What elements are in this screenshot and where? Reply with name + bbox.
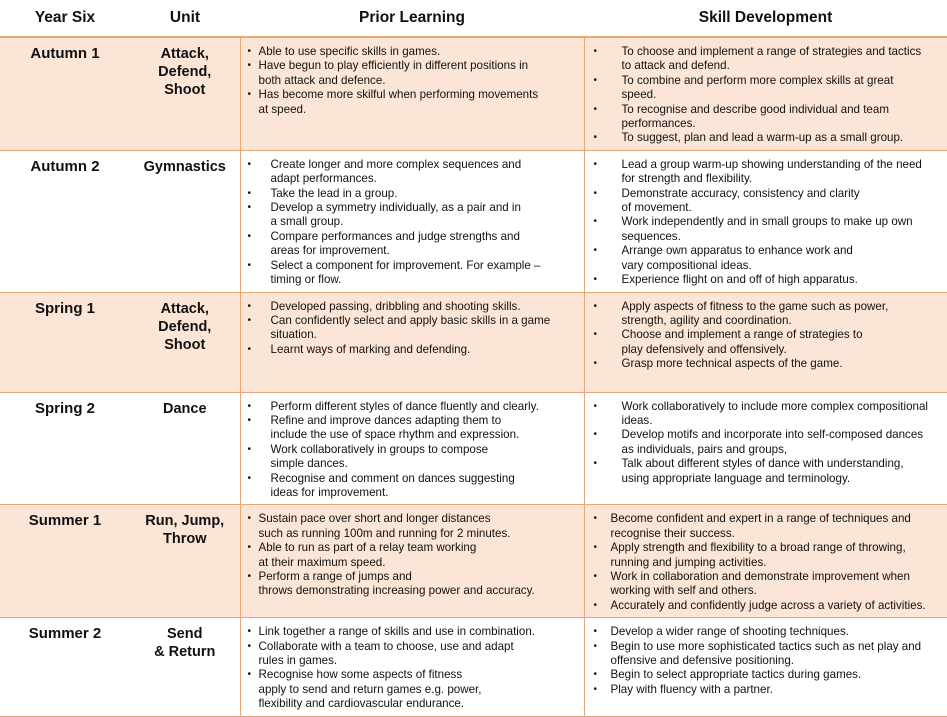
prior-list [241, 393, 584, 505]
skill-development-item: • Lead a group warm-up showing understanding of the need for strength and flexibility. [585, 158, 943, 187]
prior-list [241, 293, 584, 362]
skill-development-item: • Develop motifs and incorporate into self-composed dances as individuals, pairs and groups, [585, 428, 943, 457]
unit-cell [130, 37, 240, 150]
term-cell: Spring 1 [34, 299, 95, 317]
skill-development-item: • Develop a wider range of shooting techniques. [585, 625, 943, 639]
unit-label: Send & Return [154, 626, 216, 661]
unit-cell [130, 505, 240, 618]
prior-learning-item: • Take the lead in a group. [241, 187, 580, 201]
prior-learning-item: • Perform a range of jumps and throws demonstrating increasing power and accuracy. [241, 570, 580, 599]
prior-learning-item: • Has become more skilful when performing movements at speed. [241, 88, 580, 117]
unit-label: Gymnastics [143, 158, 226, 175]
prior-learning-item: • Develop a symmetry individually, as a pair and in a small group. [241, 201, 580, 230]
prior-list [241, 38, 584, 121]
header-row [0, 0, 947, 37]
row-summer-1 [0, 505, 947, 618]
skill-development-item: • Grasp more technical aspects of the game. [585, 357, 943, 371]
row-autumn-2 [0, 150, 947, 292]
row-autumn-1 [0, 37, 947, 150]
prior-learning-cell [240, 505, 584, 618]
unit-label: Dance [162, 400, 207, 417]
prior-learning-item: • Collaborate with a team to choose, use and adapt rules in games. [241, 640, 580, 669]
unit-cell [130, 618, 240, 716]
unit-cell [130, 150, 240, 292]
skill-list [585, 38, 947, 150]
skill-development-item: • Demonstrate accuracy, consistency and clarity of movement. [585, 187, 943, 216]
prior-learning-cell [240, 150, 584, 292]
prior-learning-item: • Can confidently select and apply basic skills in a game situation. [241, 314, 580, 343]
skill-development-item: • Choose and implement a range of strategies to play defensively and offensively. [585, 328, 943, 357]
prior-learning-cell [240, 37, 584, 150]
skill-development-item: • Talk about different styles of dance with understanding, using appropriate language and terminology. [585, 457, 943, 486]
term-cell: Summer 2 [28, 625, 102, 643]
prior-learning-cell [240, 292, 584, 392]
unit-cell [130, 292, 240, 392]
skill-development-cell [584, 37, 947, 150]
prior-learning-item: • Recognise and comment on dances suggesting ideas for improvement. [241, 472, 580, 501]
skill-development-item: • Accurately and confidently judge across a variety of activities. [585, 599, 943, 613]
prior-learning-item: • Learnt ways of marking and defending. [241, 343, 580, 357]
prior-learning-item: • Create longer and more complex sequences and adapt performances. [241, 158, 580, 187]
skill-development-item: • Work in collaboration and demonstrate improvement when working with self and others. [585, 570, 943, 599]
skill-development-item: • Work independently and in small groups to make up own sequences. [585, 215, 943, 244]
row-summer-2 [0, 618, 947, 716]
unit-label: Run, Jump, Throw [145, 513, 225, 548]
skill-development-cell [584, 292, 947, 392]
prior-learning-item: • Perform different styles of dance fluently and clearly. [241, 400, 580, 414]
skill-list [585, 393, 947, 490]
skill-development-item: • Apply strength and flexibility to a broad range of throwing, running and jumping activities. [585, 541, 943, 570]
term-cell: Spring 2 [34, 399, 95, 417]
prior-learning-item: • Able to use specific skills in games. [241, 45, 580, 59]
row-spring-2 [0, 392, 947, 505]
skill-list [585, 505, 947, 617]
prior-learning-item: • Select a component for improvement. For example – timing or flow. [241, 259, 580, 288]
skill-development-item: • Arrange own apparatus to enhance work and vary compositional ideas. [585, 244, 943, 273]
prior-learning-item: • Recognise how some aspects of fitness apply to send and return games e.g. power, flexibility and cardiovascular endurance. [241, 668, 580, 711]
skill-development-item: • Begin to use more sophisticated tactics such as net play and offensive and defensive positioning. [585, 640, 943, 669]
prior-learning-item: • Link together a range of skills and use in combination. [241, 625, 580, 639]
skill-development-cell [584, 150, 947, 292]
term-cell: Summer 1 [28, 512, 102, 530]
skill-development-item: • Apply aspects of fitness to the game such as power, strength, agility and coordination. [585, 300, 943, 329]
skill-development-item: • To suggest, plan and lead a warm-up as a small group. [585, 131, 943, 145]
prior-learning-cell [240, 618, 584, 716]
header-skill-development: Skill Development [698, 9, 833, 26]
prior-learning-item: • Able to run as part of a relay team working at their maximum speed. [241, 541, 580, 570]
unit-cell [130, 392, 240, 505]
header-unit: Unit [169, 9, 201, 26]
skill-development-item: • Begin to select appropriate tactics during games. [585, 668, 943, 682]
prior-list [241, 151, 584, 292]
skill-development-item: • To combine and perform more complex skills at great speed. [585, 74, 943, 103]
unit-label: Attack, Defend, Shoot [158, 46, 212, 98]
prior-learning-item: • Compare performances and judge strengths and areas for improvement. [241, 230, 580, 259]
prior-list [241, 505, 584, 602]
skill-development-cell [584, 618, 947, 716]
prior-learning-item: • Developed passing, dribbling and shooting skills. [241, 300, 580, 314]
prior-learning-item: • Sustain pace over short and longer distances such as running 100m and running for 2 minutes. [241, 512, 580, 541]
skill-development-item: • Work collaboratively to include more complex compositional ideas. [585, 400, 943, 429]
skill-development-item: • To choose and implement a range of strategies and tactics to attack and defend. [585, 45, 943, 74]
skill-list [585, 151, 947, 292]
prior-learning-item: • Refine and improve dances adapting them to include the use of space rhythm and expression. [241, 414, 580, 443]
row-spring-1 [0, 292, 947, 392]
prior-learning-item: • Have begun to play efficiently in different positions in both attack and defence. [241, 59, 580, 88]
skill-development-item: • Experience flight on and off of high apparatus. [585, 273, 943, 287]
skill-development-cell [584, 505, 947, 618]
skill-development-item: • Play with fluency with a partner. [585, 683, 943, 697]
skill-list [585, 618, 947, 701]
skill-development-item: • Become confident and expert in a range of techniques and recognise their success. [585, 512, 943, 541]
header-year-six: Year Six [34, 9, 96, 26]
term-cell: Autumn 1 [30, 45, 100, 62]
term-cell: Autumn 2 [30, 157, 100, 175]
prior-learning-cell [240, 392, 584, 505]
unit-label: Attack, Defend, Shoot [158, 300, 212, 353]
skill-development-cell [584, 392, 947, 505]
skill-development-item: • To recognise and describe good individual and team performances. [585, 103, 943, 132]
prior-learning-item: • Work collaboratively in groups to compose simple dances. [241, 443, 580, 472]
prior-list [241, 618, 584, 715]
header-prior-learning: Prior Learning [359, 9, 465, 26]
skill-list [585, 293, 947, 376]
